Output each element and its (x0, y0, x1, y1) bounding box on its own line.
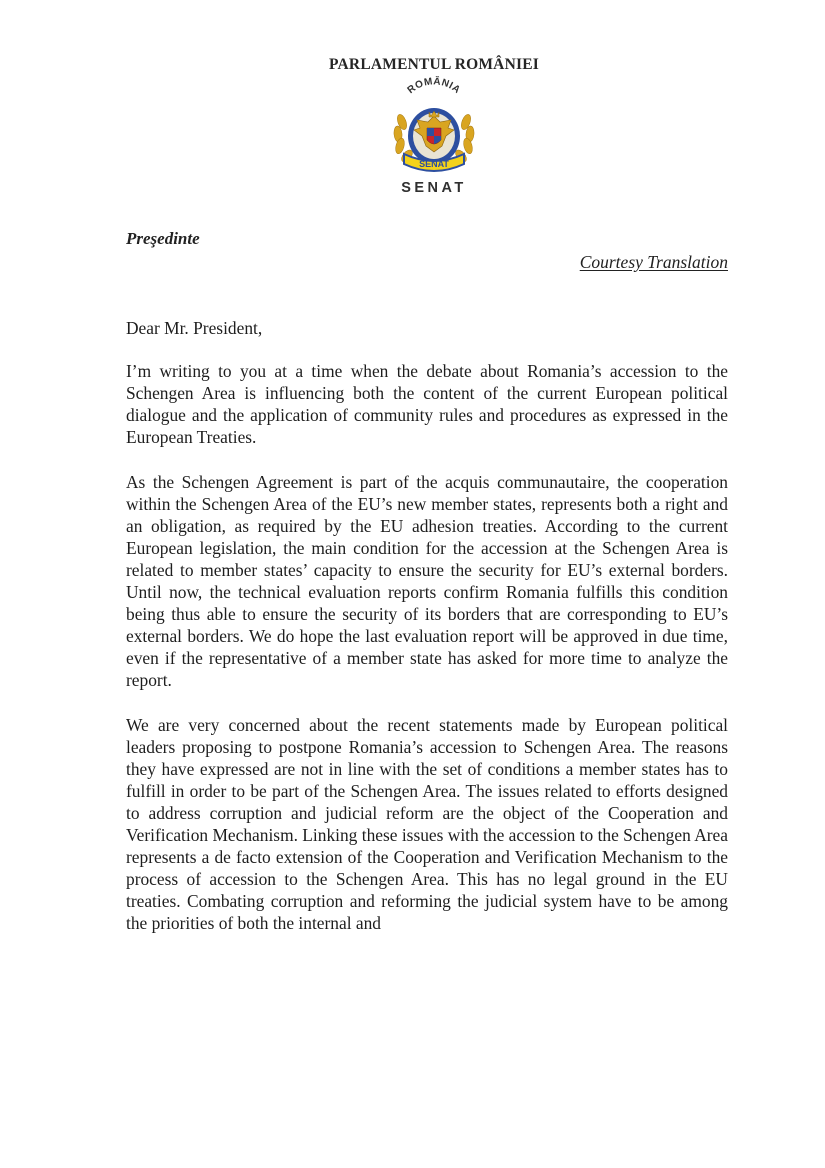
chamber-name: SENAT (401, 180, 467, 196)
office-title: Preşedinte (126, 229, 200, 248)
seal-banner-text: SENAT (419, 159, 449, 169)
salutation: Dear Mr. President, (126, 318, 263, 338)
parliament-name: PARLAMENTUL ROMÂNIEI (329, 56, 539, 73)
paragraph-3: We are very concerned about the recent statements made by European political leaders proposing to postpone Romania’s accession to Schengen Area. The reasons they have expressed are not in line with the set of conditions a member states has to fulfill in order to be part of the Schengen Area. The issues related to efforts designed to address corruption and judicial reform are the object of the Cooperation and Verification Mechanism. Linking these issues with the accession to the Schengen Area represents a de facto extension of the Cooperation and Verification Mechanism to the process of accession to the Schengen Area. This has no legal ground in the EU treaties. Combating corruption and reforming the judicial system have to be among the priorities of both the internal and (126, 715, 728, 933)
paragraph-1: I’m writing to you at a time when the debate about Romania’s accession to the Schengen Area is influencing both the content of the current European political dialogue and the application of community rules and procedures as expressed in the European Treaties. (126, 361, 728, 447)
senate-seal-icon (384, 76, 484, 180)
paragraph-2: As the Schengen Agreement is part of the acquis communautaire, the cooperation within the Schengen Area of the EU’s new member states, represents both a right and an obligation, as required by the EU adhesion treaties. According to the current European legislation, the main condition for the accession at the Schengen Area is related to member states’ capacity to ensure the security for EU’s external borders. Until now, the technical evaluation reports confirm Romania fulfills this condition being thus able to ensure the security of its borders that are corresponding to EU’s external borders. We do hope the last evaluation report will be approved in due time, even if the representative of a member state has asked for more time to analyze the report. (126, 472, 728, 690)
senate-seal (384, 76, 484, 180)
courtesy-note: Courtesy Translation (579, 252, 728, 272)
seal-top-text: ROMÂNIA (405, 76, 463, 97)
letterhead (0, 56, 825, 196)
svg-text:ROMÂNIA (406, 76, 463, 96)
letter-body (126, 317, 728, 957)
